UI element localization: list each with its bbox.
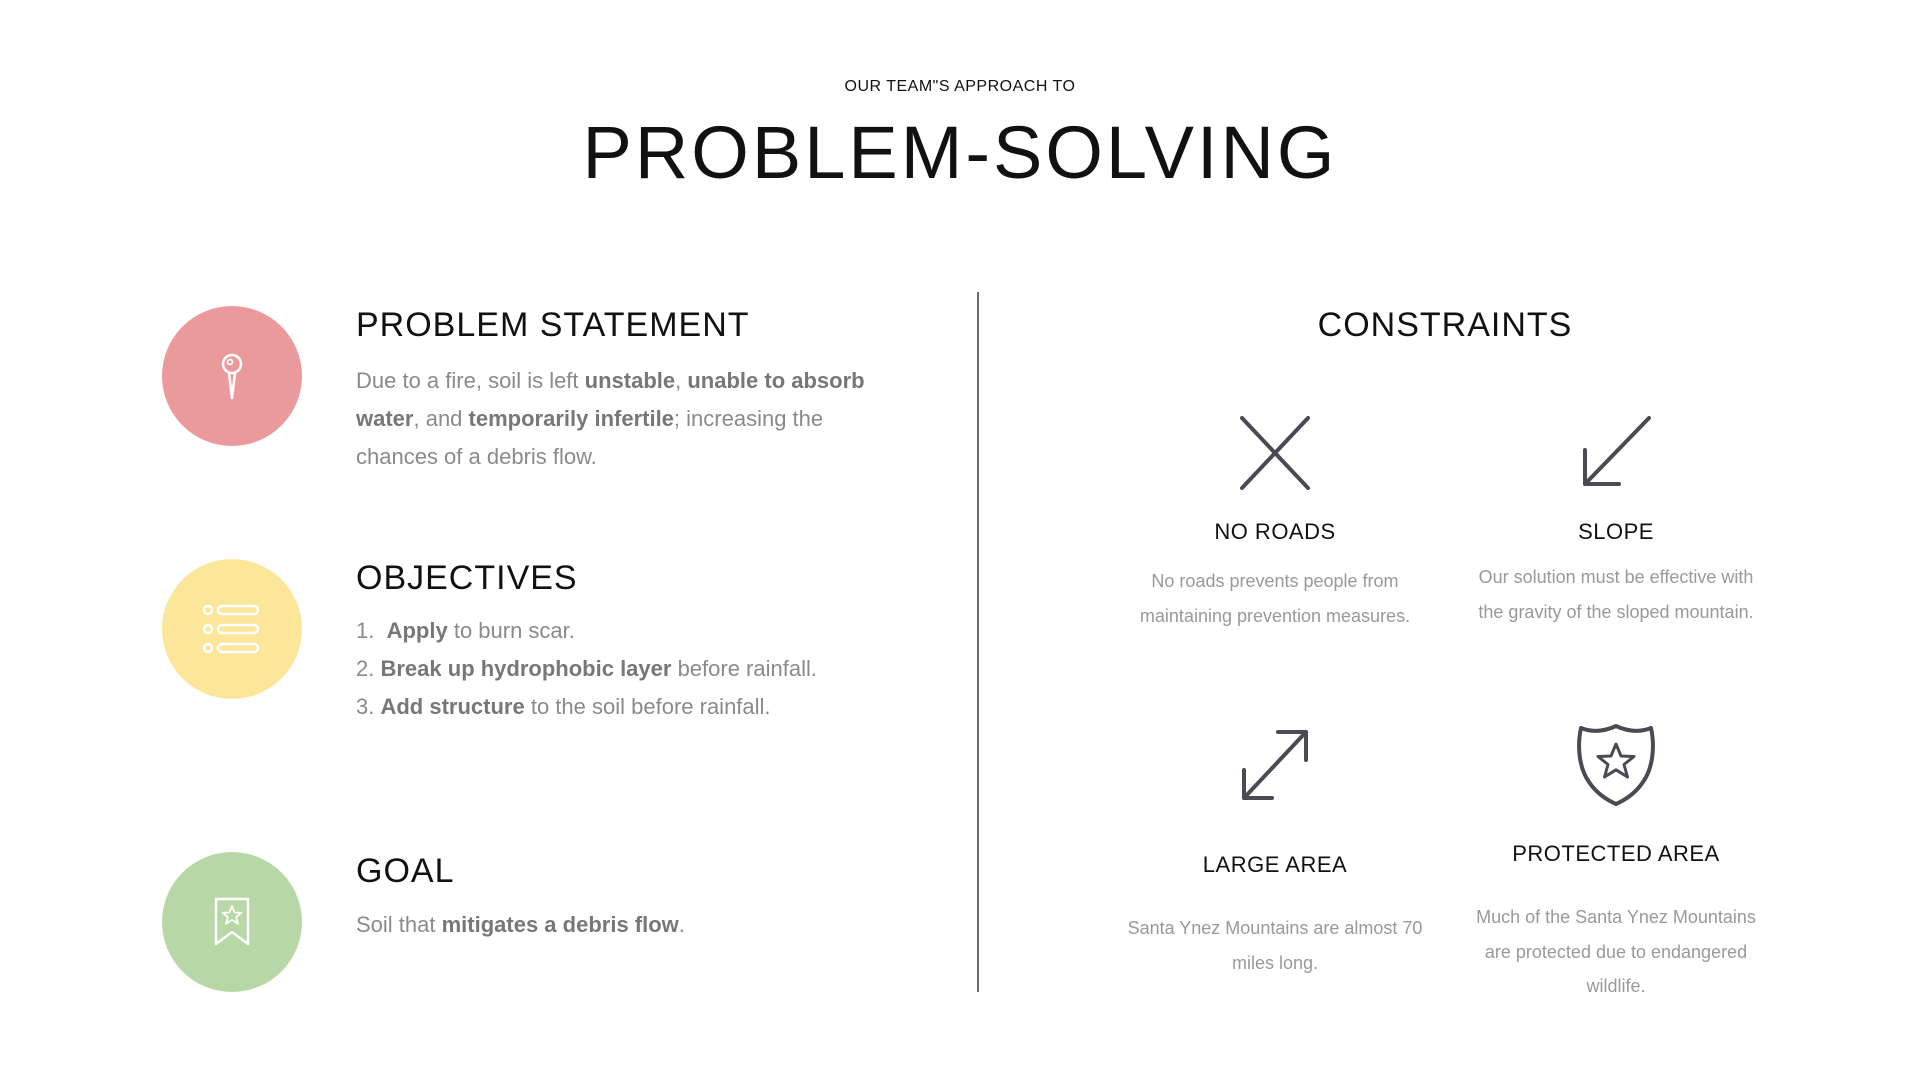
objective-rest: before rainfall. <box>671 656 817 681</box>
shield-star-icon <box>1571 718 1661 808</box>
goal-text-part: Soil that <box>356 912 442 937</box>
objective-number: 3. <box>356 694 375 719</box>
problem-text-part: ; increasing the chances of a debris flow. <box>356 406 824 469</box>
objective-bold: Break up hydrophobic layer <box>380 656 672 681</box>
problem-text-bold: unstable <box>584 368 676 393</box>
objective-number: 2. <box>356 656 375 681</box>
goal-text-part: . <box>678 912 685 937</box>
constraint-title-protected-area: PROTECTED AREA <box>1512 841 1720 866</box>
objective-item <box>356 650 916 688</box>
x-close-icon <box>1230 408 1320 498</box>
goal-text-bold: mitigates a debris flow <box>441 912 679 937</box>
constraints-heading: CONSTRAINTS <box>1317 306 1573 344</box>
page-title: PROBLEM-SOLVING <box>582 111 1338 194</box>
objective-rest: to the soil before rainfall. <box>524 694 771 719</box>
objective-item <box>356 688 916 726</box>
problem-statement-heading: PROBLEM STATEMENT <box>356 306 750 344</box>
constraint-title-no-roads: NO ROADS <box>1214 519 1336 544</box>
list-icon <box>202 604 262 654</box>
objective-bold: Add structure <box>380 694 525 719</box>
goal-text <box>356 906 876 944</box>
bookmark-star-icon <box>212 896 252 948</box>
problem-text-part: Due to a fire, soil is left <box>356 368 585 393</box>
expand-arrows-icon <box>1230 720 1320 810</box>
map-pin-icon <box>212 348 252 404</box>
objective-item <box>356 612 916 650</box>
goal-heading: GOAL <box>356 852 455 890</box>
problem-text-bold: unable to absorb water <box>356 368 865 431</box>
constraint-desc-protected-area: Much of the Santa Ynez Mountains are protected due to endangered wildlife. <box>1476 907 1756 996</box>
vertical-divider <box>977 292 979 992</box>
eyebrow-text: OUR TEAM"S APPROACH TO <box>844 78 1076 95</box>
constraint-desc-large-area: Santa Ynez Mountains are almost 70 miles long. <box>1127 918 1423 973</box>
constraint-desc-slope: Our solution must be effective with the gravity of the sloped mountain. <box>1478 567 1754 622</box>
constraint-desc-no-roads: No roads prevents people from maintaining prevention measures. <box>1139 571 1411 626</box>
constraint-title-large-area: LARGE AREA <box>1202 852 1348 877</box>
objective-bold: Apply <box>386 618 448 643</box>
problem-text-part: , <box>675 368 688 393</box>
objectives-list <box>356 612 916 726</box>
problem-text-part: , and <box>413 406 469 431</box>
constraint-title-slope: SLOPE <box>1578 519 1654 544</box>
objectives-circle <box>162 559 302 699</box>
objectives-heading: OBJECTIVES <box>356 559 578 597</box>
goal-circle <box>162 852 302 992</box>
problem-circle <box>162 306 302 446</box>
problem-text-bold: temporarily infertile <box>468 406 674 431</box>
problem-statement-text <box>356 362 876 476</box>
arrow-down-left-icon <box>1571 408 1661 498</box>
objective-rest: to burn scar. <box>447 618 575 643</box>
objective-number: 1. <box>356 618 375 643</box>
